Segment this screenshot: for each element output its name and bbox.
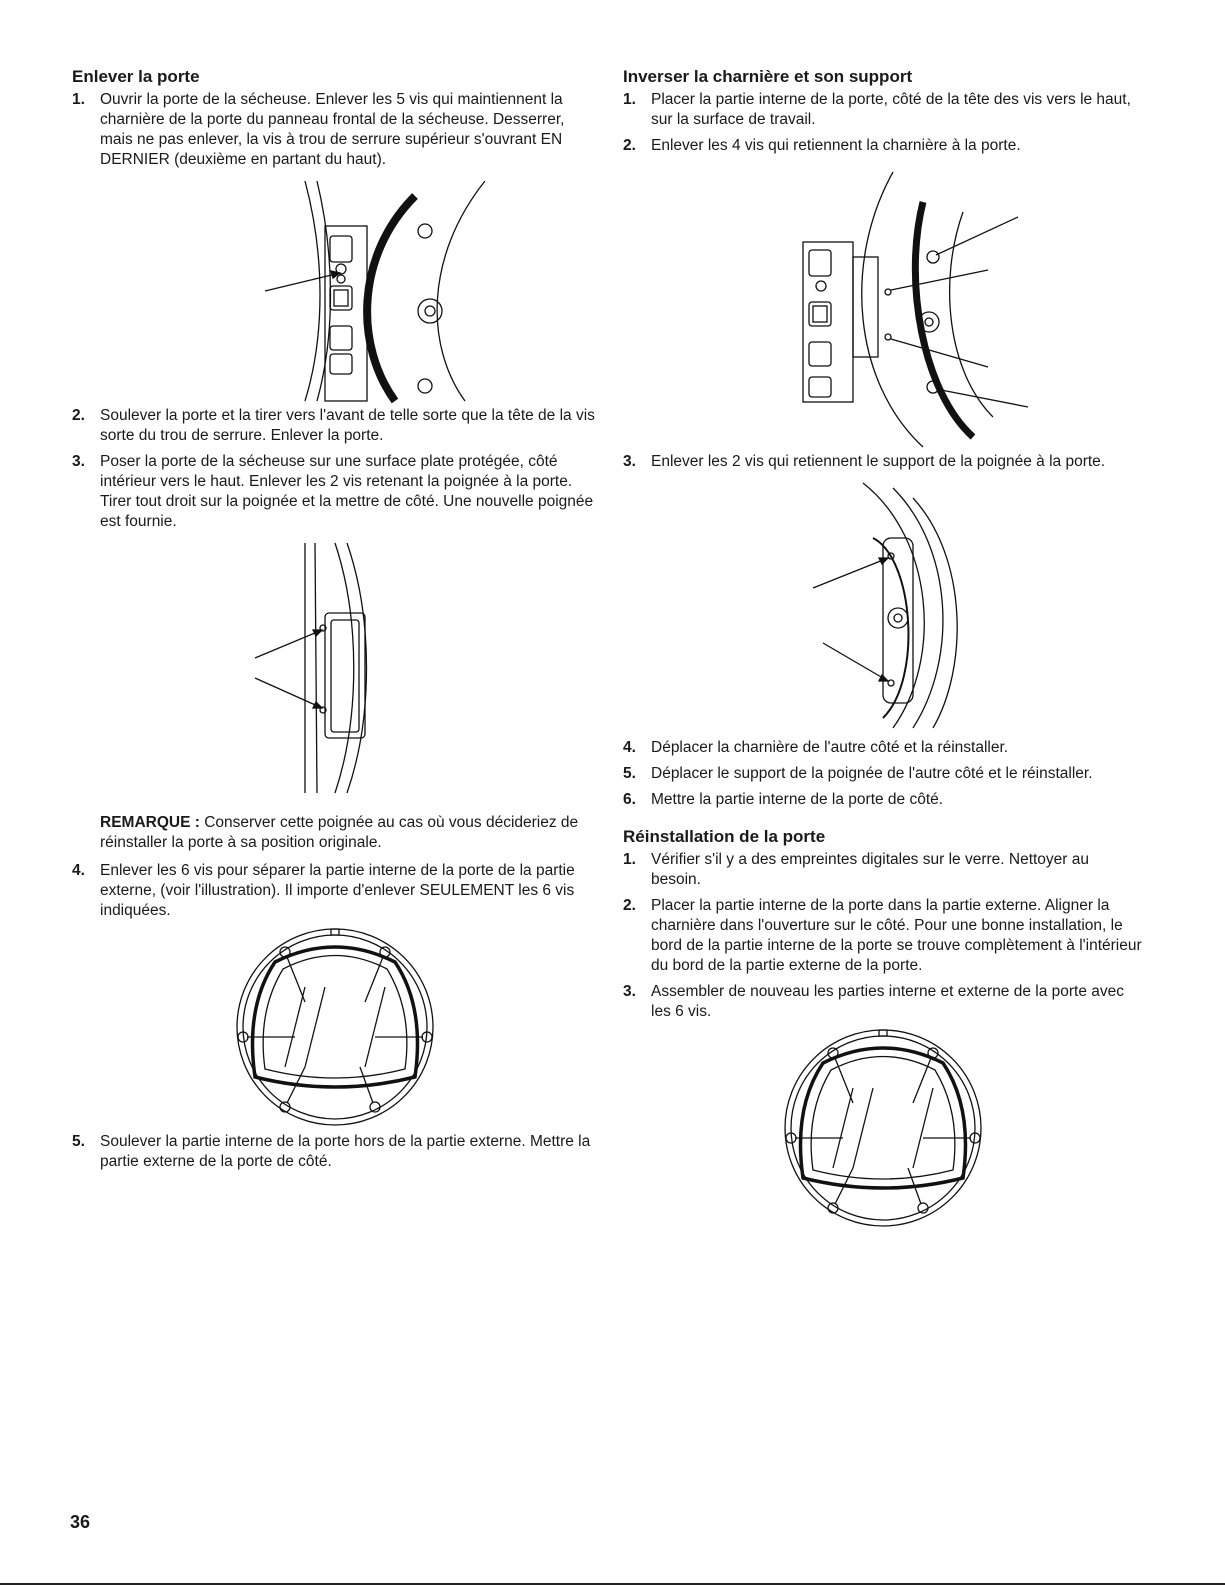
step-text: Assembler de nouveau les parties interne et externe de la porte avec les 6 vis. (651, 983, 1125, 1020)
remark-label: REMARQUE : (100, 814, 200, 831)
left-step-4 (72, 861, 597, 921)
remark-text: Conserver cette poignée au cas où vous décideriez de réinstaller la porte à sa position originale. (100, 814, 579, 851)
reinstall-step-2 (623, 896, 1143, 976)
step-text: Déplacer la charnière de l'autre côté et la réinstaller. (651, 739, 1009, 756)
step-text: Placer la partie interne de la porte dans la partie externe. Aligner la charnière dans l'ouverture sur le côté. Pour une bonne installation, le bord de la partie interne de la porte se trouve complètement à l'intérieur du bord de la partie externe de la porte. (651, 897, 1142, 974)
step-number: 1. (623, 851, 636, 868)
page-number: 36 (70, 1512, 91, 1532)
step-number: 4. (623, 739, 636, 756)
right-step-6 (623, 790, 1143, 810)
step-text: Enlever les 2 vis qui retiennent le support de la poignée à la porte. (651, 453, 1106, 470)
step-number: 1. (623, 91, 636, 108)
step-text: Vérifier s'il y a des empreintes digitales sur le verre. Nettoyer au besoin. (651, 851, 1090, 888)
step-number: 5. (623, 765, 636, 782)
step-number: 2. (623, 897, 636, 914)
step-number: 3. (623, 453, 636, 470)
right-step-4 (623, 738, 1143, 758)
right-step-2 (623, 136, 1143, 156)
figure-hinge-reverse (733, 162, 1033, 452)
reinstall-step-3 (623, 982, 1143, 1022)
step-text: Soulever la porte et la tirer vers l'avant de telle sorte que la tête de la vis sorte du trou de serrure. Enlever la porte. (100, 407, 595, 444)
step-number: 5. (72, 1133, 85, 1150)
step-number: 3. (72, 453, 85, 470)
right-step-1 (623, 90, 1143, 130)
step-number: 2. (72, 407, 85, 424)
step-number: 2. (623, 137, 636, 154)
figure-handle-bracket (733, 478, 1033, 738)
right-column (623, 66, 1143, 1233)
section-heading-reinstall-door: Réinstallation de la porte (623, 827, 826, 846)
step-text: Ouvrir la porte de la sécheuse. Enlever les 5 vis qui maintiennent la charnière de la porte du panneau frontal de la sécheuse. Desserrer, mais ne pas enlever, la vis à trou de serrure supérieur s'ouvrant EN DERNIER (deuxième en partant du haut). (100, 91, 565, 168)
step-text: Enlever les 4 vis qui retiennent la charnière à la porte. (651, 137, 1021, 154)
section-heading-reverse-hinge: Inverser la charnière et son support (623, 67, 913, 86)
right-step-5 (623, 764, 1143, 784)
step-number: 3. (623, 983, 636, 1000)
remark-note (72, 813, 597, 853)
left-step-2 (72, 406, 597, 446)
right-step-3 (623, 452, 1143, 472)
left-step-3 (72, 452, 597, 532)
figure-handle-removal (185, 538, 485, 803)
reinstall-step-1 (623, 850, 1143, 890)
figure-door-reassembly (773, 1028, 993, 1233)
step-number: 6. (623, 791, 636, 808)
left-column (72, 66, 597, 1178)
step-text: Placer la partie interne de la porte, côté de la tête des vis vers le haut, sur la surface de travail. (651, 91, 1131, 128)
step-text: Déplacer le support de la poignée de l'autre côté et le réinstaller. (651, 765, 1093, 782)
step-text: Enlever les 6 vis pour séparer la partie interne de la porte de la partie externe, (voir l'illustration). Il importe d'enlever SEULEMENT les 6 vis indiquées. (100, 862, 575, 919)
step-number: 1. (72, 91, 85, 108)
left-step-5 (72, 1132, 597, 1172)
figure-hinge-removal (185, 176, 485, 406)
figure-door-six-screws (225, 927, 445, 1132)
step-text: Soulever la partie interne de la porte hors de la partie externe. Mettre la partie externe de la porte de côté. (100, 1133, 591, 1170)
step-text: Poser la porte de la sécheuse sur une surface plate protégée, côté intérieur vers le haut. Enlever les 2 vis retenant la poignée à la porte. Tirer tout droit sur la poignée et la mettre de côté. Une nouvelle poignée est fournie. (100, 453, 594, 530)
step-number: 4. (72, 862, 85, 879)
left-step-1 (72, 90, 597, 170)
section-heading-remove-door: Enlever la porte (72, 67, 200, 86)
step-text: Mettre la partie interne de la porte de côté. (651, 791, 944, 808)
